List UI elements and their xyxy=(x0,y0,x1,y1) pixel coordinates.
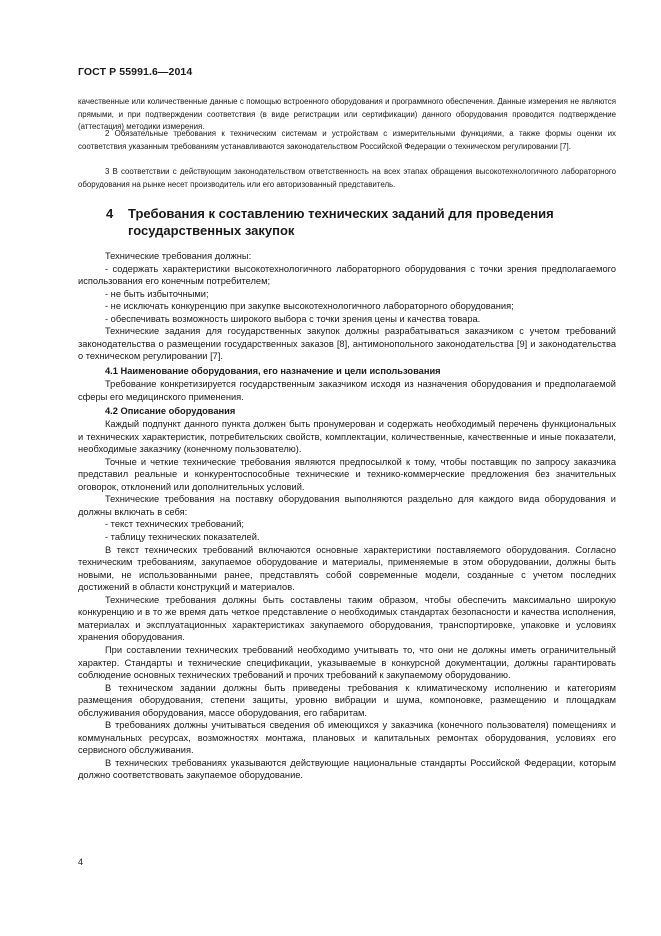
list-item: - таблицу технических показателей. xyxy=(105,532,260,543)
list-item: - текст технических требований; xyxy=(105,519,245,530)
document-header: ГОСТ Р 55991.6—2014 xyxy=(78,66,193,78)
paragraph: Требование конкретизируется государственным заказчиком исходя из назначения оборудования и предполагаемой сферы его медицинского применения. xyxy=(78,379,616,403)
paragraph: В техническом задании должны быть приведены требования к климатическому исполнению и категориям размещения оборудования, степени защиты, уровню вибрации и шума, компоновке, размещению и площадкам обслуживания оборудования, массе оборудования, его габаритам. xyxy=(78,682,616,718)
intro-paragraph: Технические требования должны: xyxy=(105,251,252,261)
section-number: 4 xyxy=(106,206,114,221)
paragraph: Технические задания для государственных закупок должны разрабатываться заказчиком с учетом требований законодательства о размещении государственных заказов [8], антимонопольного законодательства [9] и законодательства о техническом регулировании [7]. xyxy=(78,326,616,362)
footnote-2: 2 Обязательные требования к техническим системам и устройствам с измерительными функциями, а также формы оценки их соответствия указанным требованиям устанавливаются законодательством Российской Федерации о техническом регулировании [7]. xyxy=(78,129,616,151)
paragraph: Каждый подпункт данного пункта должен быть пронумерован и содержать необходимый перечень функциональных и технических характеристик, потребительских свойств, комплектации, количественные, качественные и иные показатели, необходимые заказчику (конечному пользователю). xyxy=(78,419,616,455)
paragraph: В технических требованиях указываются действующие национальные стандарты Российской Федерации, которым должно соответствовать закупаемое оборудование. xyxy=(78,757,616,781)
footnote-3: 3 В соответствии с действующим законодательством ответственность на всех этапах обращения высокотехнологичного лабораторного оборудования на рынке несет производитель или его авторизованный представитель. xyxy=(78,167,616,189)
paragraph: Технические требования на поставку оборудования выполняются раздельно для каждого вида оборудования и должны включать в себя: xyxy=(78,494,616,517)
page-number: 4 xyxy=(78,857,84,867)
list-item: - обеспечивать возможность широкого выбора с точки зрения цены и качества товара. xyxy=(105,313,481,324)
section-heading xyxy=(106,205,606,239)
section-body xyxy=(78,250,616,782)
footnote-continuation: качественные или количественные данные с помощью встроенного оборудования и программного обеспечения. Данные измерения не являются прямыми, и при подтверждении соответствия (в виде регистрации или сертификации) данного оборудования проводится подтверждение (аттестация) методики измерения. xyxy=(78,97,616,132)
list-item: - содержать характеристики высокотехнологичного лабораторного оборудования с точки зрения предполагаемого использования его конечным потребителем; xyxy=(78,263,616,287)
list-item: - не быть избыточными; xyxy=(105,288,209,299)
paragraph: Технические требования должны быть составлены таким образом, чтобы обеспечить максимально широкую конкуренцию и в то же время дать четкое представление о необходимых стандартах безопасности и качества исполнения, материалах и эксплуатационных характеристиках закупаемого оборудования, транспортировке, упаковке и условиях хранения оборудования. xyxy=(78,594,616,643)
paragraph: В требованиях должны учитываться сведения об имеющихся у заказчика (конечного пользователя) помещениях и коммунальных ресурсах, возможностях монтажа, плановых и капитальных ремонтах оборудования, условиях его сервисного обслуживания. xyxy=(78,720,616,756)
paragraph: При составлении технических требований необходимо учитывать то, что они не должны иметь ограничительный характер. Стандарты и технические спецификации, указываемые в конкурсной документации, должны гарантировать соблюдение основных технических требований и прочих требований к закупаемому оборудованию. xyxy=(78,644,616,681)
section-title-line2: государственных закупок xyxy=(128,223,295,238)
section-title-line1: Требования к составлению технических заданий для проведения xyxy=(128,206,554,221)
list-item: - не исключать конкуренцию при закупке высокотехнологичного лабораторного оборудования; xyxy=(105,301,514,312)
subsection-4-2-heading: 4.2 Описание оборудования xyxy=(105,405,236,416)
paragraph: Точные и четкие технические требования являются предпосылкой к тому, чтобы поставщик по запросу заказчика представил реальные и конкурентоспособные технические и технико-коммерческие предложения без значительных оговорок, отклонений или дополнительных условий. xyxy=(78,456,616,492)
paragraph: В текст технических требований включаются основные характеристики поставляемого оборудования. Согласно техническим требованиям, закупаемое оборудование и материалы, применяемые в этом оборудовании, должны быть новыми, не использованными ранее, представлять собой современные модели, созданные с учетом последних достижений в области конструкций и материалов. xyxy=(78,544,616,593)
subsection-4-1-heading: 4.1 Наименование оборудования, его назначение и цели использования xyxy=(105,365,441,376)
